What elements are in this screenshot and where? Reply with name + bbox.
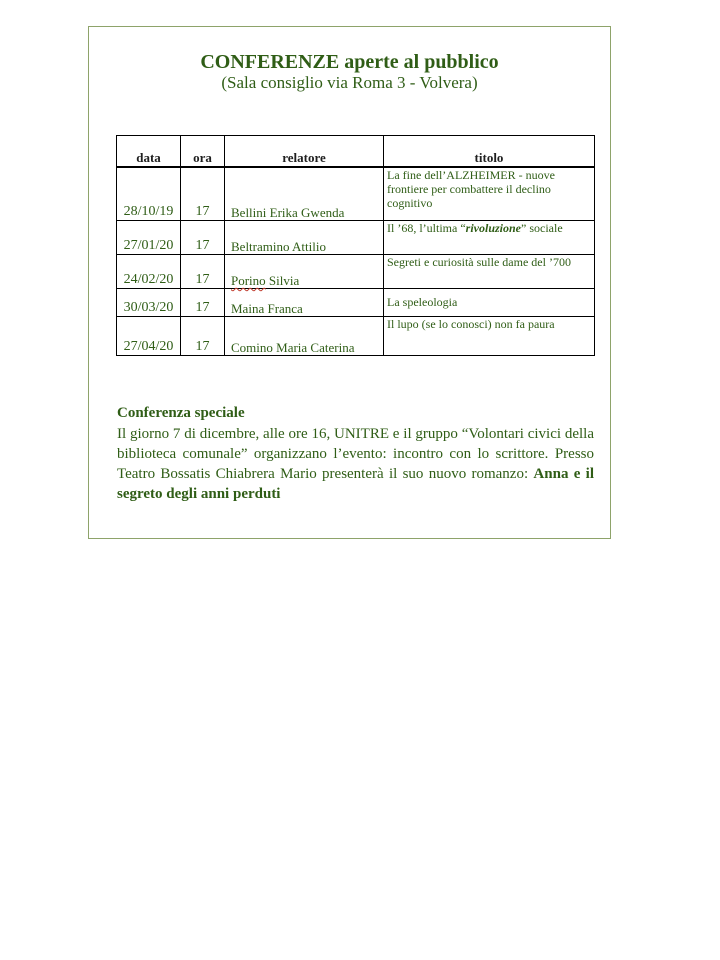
cell-date: 28/10/19	[117, 167, 181, 220]
cell-title: La fine dell’ALZHEIMER - nuove frontiere per combattere il declino cognitivo	[384, 167, 595, 220]
table-row	[117, 316, 595, 355]
special-conference-text	[117, 424, 594, 504]
table-row	[117, 288, 595, 316]
cell-speaker: Beltramino Attilio	[225, 220, 384, 254]
cell-title-emphasis: rivoluzione	[465, 220, 521, 235]
table-header-row	[117, 136, 595, 168]
cell-date: 30/03/20	[117, 288, 181, 316]
cell-time: 17	[181, 167, 225, 220]
cell-speaker: Porino Silvia	[225, 254, 384, 288]
table-row	[117, 220, 595, 254]
cell-speaker: Maina Franca	[225, 288, 384, 316]
column-header-data: data	[117, 136, 181, 168]
page-subtitle: (Sala consiglio via Roma 3 - Volvera)	[221, 73, 478, 92]
cell-title: La speleologia	[384, 288, 595, 316]
spellcheck-flagged-word: Porino	[231, 272, 266, 288]
column-header-relatore: relatore	[225, 136, 384, 168]
book-title: Anna e il segreto degli anni perduti	[117, 466, 595, 502]
cell-time: 17	[181, 316, 225, 355]
column-header-ora: ora	[181, 136, 225, 168]
special-conference-body: Il giorno 7 di dicembre, alle ore 16, UNITRE e il gruppo “Volontari civici della biblioteca comunale” organizzano l’evento: incontro con lo scrittore. Presso Teatro Bossatis Chiabrera Mario presenterà il suo nuovo romanzo:	[117, 426, 594, 482]
cell-title: Il lupo (se lo conosci) non fa paura	[384, 316, 595, 355]
cell-speaker: Bellini Erika Gwenda	[225, 167, 384, 220]
cell-date: 27/01/20	[117, 220, 181, 254]
cell-speaker: Comino Maria Caterina	[225, 316, 384, 355]
cell-time: 17	[181, 254, 225, 288]
column-header-titolo: titolo	[384, 136, 595, 168]
cell-title-part: ” sociale	[521, 220, 563, 235]
cell-time: 17	[181, 220, 225, 254]
conference-flyer	[88, 26, 611, 539]
special-conference-heading: Conferenza speciale	[117, 405, 245, 421]
cell-title-part: Il ’68, l’ultima “	[387, 220, 466, 235]
cell-title	[384, 220, 595, 254]
cell-time: 17	[181, 288, 225, 316]
table-row	[117, 167, 595, 220]
page-title: CONFERENZE aperte al pubblico	[200, 51, 499, 73]
cell-date: 24/02/20	[117, 254, 181, 288]
cell-title: Segreti e curiosità sulle dame del ’700	[384, 254, 595, 288]
table-row	[117, 254, 595, 288]
cell-date: 27/04/20	[117, 316, 181, 355]
conference-table	[116, 135, 595, 356]
